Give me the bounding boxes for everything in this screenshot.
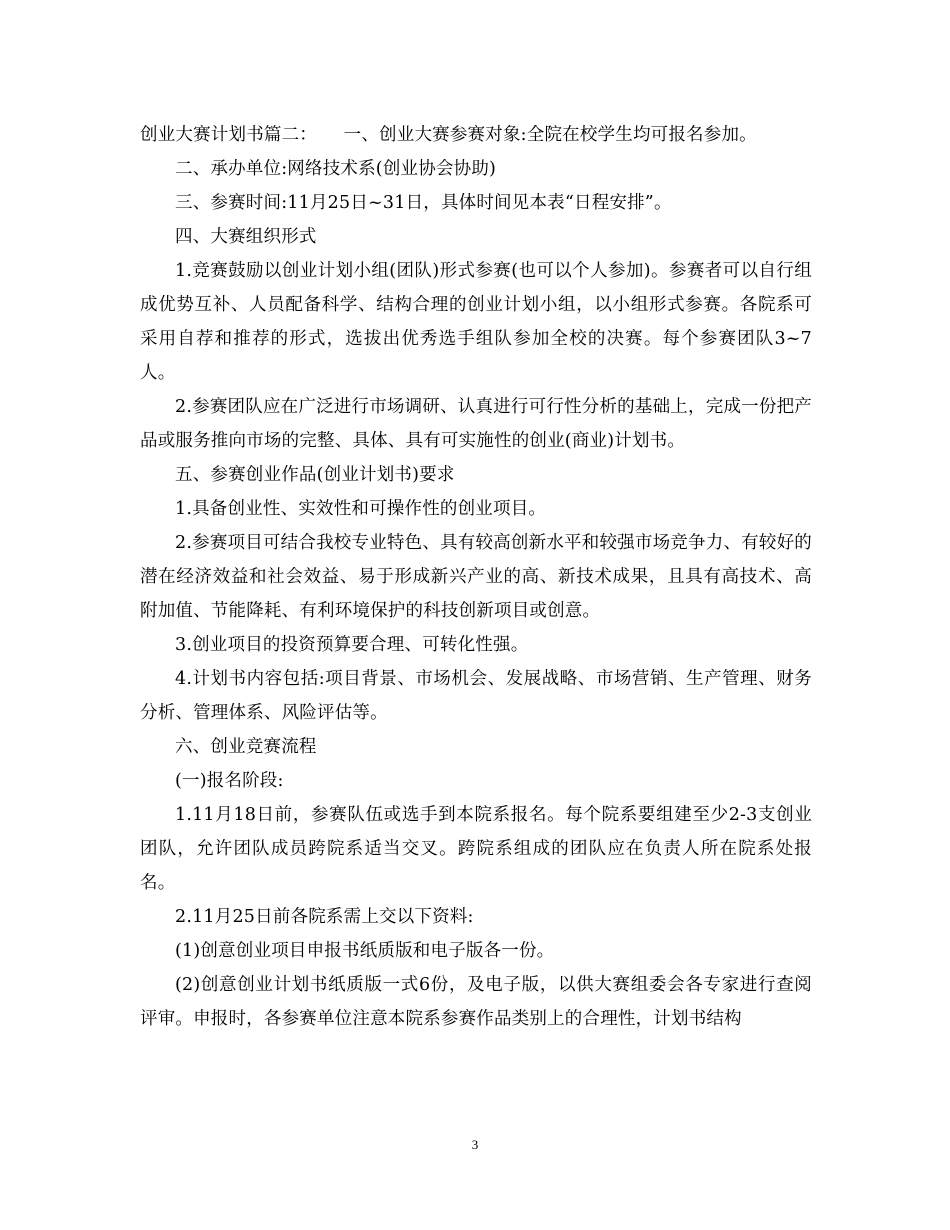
paragraph-plan-requirement: 2.参赛团队应在广泛进行市场调研、认真进行可行性分析的基础上，完成一份把产品或服务推向市场的完整、具体、具有可实施性的创业(商业)计划书。: [140, 397, 812, 451]
paragraph-requirement-2: 2.参赛项目可结合我校专业特色、具有较高创新水平和较强市场竞争力、有较好的潜在经济效益和社会效益、易于形成新兴产业的高、新技术成果，且具有高技术、高附加值、节能降耗、有利环境保护的科技创新项目或创意。: [140, 533, 812, 621]
paragraph-requirement-3: 3.创业项目的投资预算要合理、可转化性强。: [175, 635, 529, 655]
paragraph-requirement-4: 4.计划书内容包括:项目背景、市场机会、发展战略、市场营销、生产管理、财务分析、管理体系、风险评估等。: [140, 669, 812, 723]
subheading-registration: (一)报名阶段:: [175, 771, 284, 791]
paragraph-organizer: 二、承办单位:网络技术系(创业协会协助): [175, 159, 497, 179]
section-heading-process: 六、创业竞赛流程: [175, 737, 317, 757]
section-heading-format: 四、大赛组织形式: [175, 227, 317, 247]
page-number: 3: [471, 1137, 479, 1152]
paragraph-intro: 创业大赛计划书篇二： 一、创业大赛参赛对象:全院在校学生均可报名参加。: [140, 125, 757, 145]
document-body: [140, 118, 812, 1036]
paragraph-materials-2: (2)创意创业计划书纸质版一式6份，及电子版，以供大赛组委会各专家进行查阅评审。申报时，各参赛单位注意本院系参赛作品类别上的合理性，计划书结构: [140, 975, 812, 1029]
paragraph-registration-2: 2.11月25日前各院系需上交以下资料:: [175, 907, 474, 927]
paragraph-registration-1: 1.11月18日前，参赛队伍或选手到本院系报名。每个院系要组建至少2-3支创业团队，允许团队成员跨院系适当交叉。跨院系组成的团队应在负责人所在院系处报名。: [140, 805, 812, 893]
paragraph-team-format: 1.竞赛鼓励以创业计划小组(团队)形式参赛(也可以个人参加)。参赛者可以自行组成优势互补、人员配备科学、结构合理的创业计划小组，以小组形式参赛。各院系可采用自荐和推荐的形式，选拔出优秀选手组队参加全校的决赛。每个参赛团队3~7人。: [140, 261, 812, 383]
paragraph-requirement-1: 1.具备创业性、实效性和可操作性的创业项目。: [175, 499, 547, 519]
paragraph-schedule: 三、参赛时间:11月25日~31日，具体时间见本表“日程安排”。: [175, 193, 672, 213]
section-heading-work-requirements: 五、参赛创业作品(创业计划书)要求: [175, 465, 455, 485]
paragraph-materials-1: (1)创意创业项目申报书纸质版和电子版各一份。: [175, 941, 555, 961]
